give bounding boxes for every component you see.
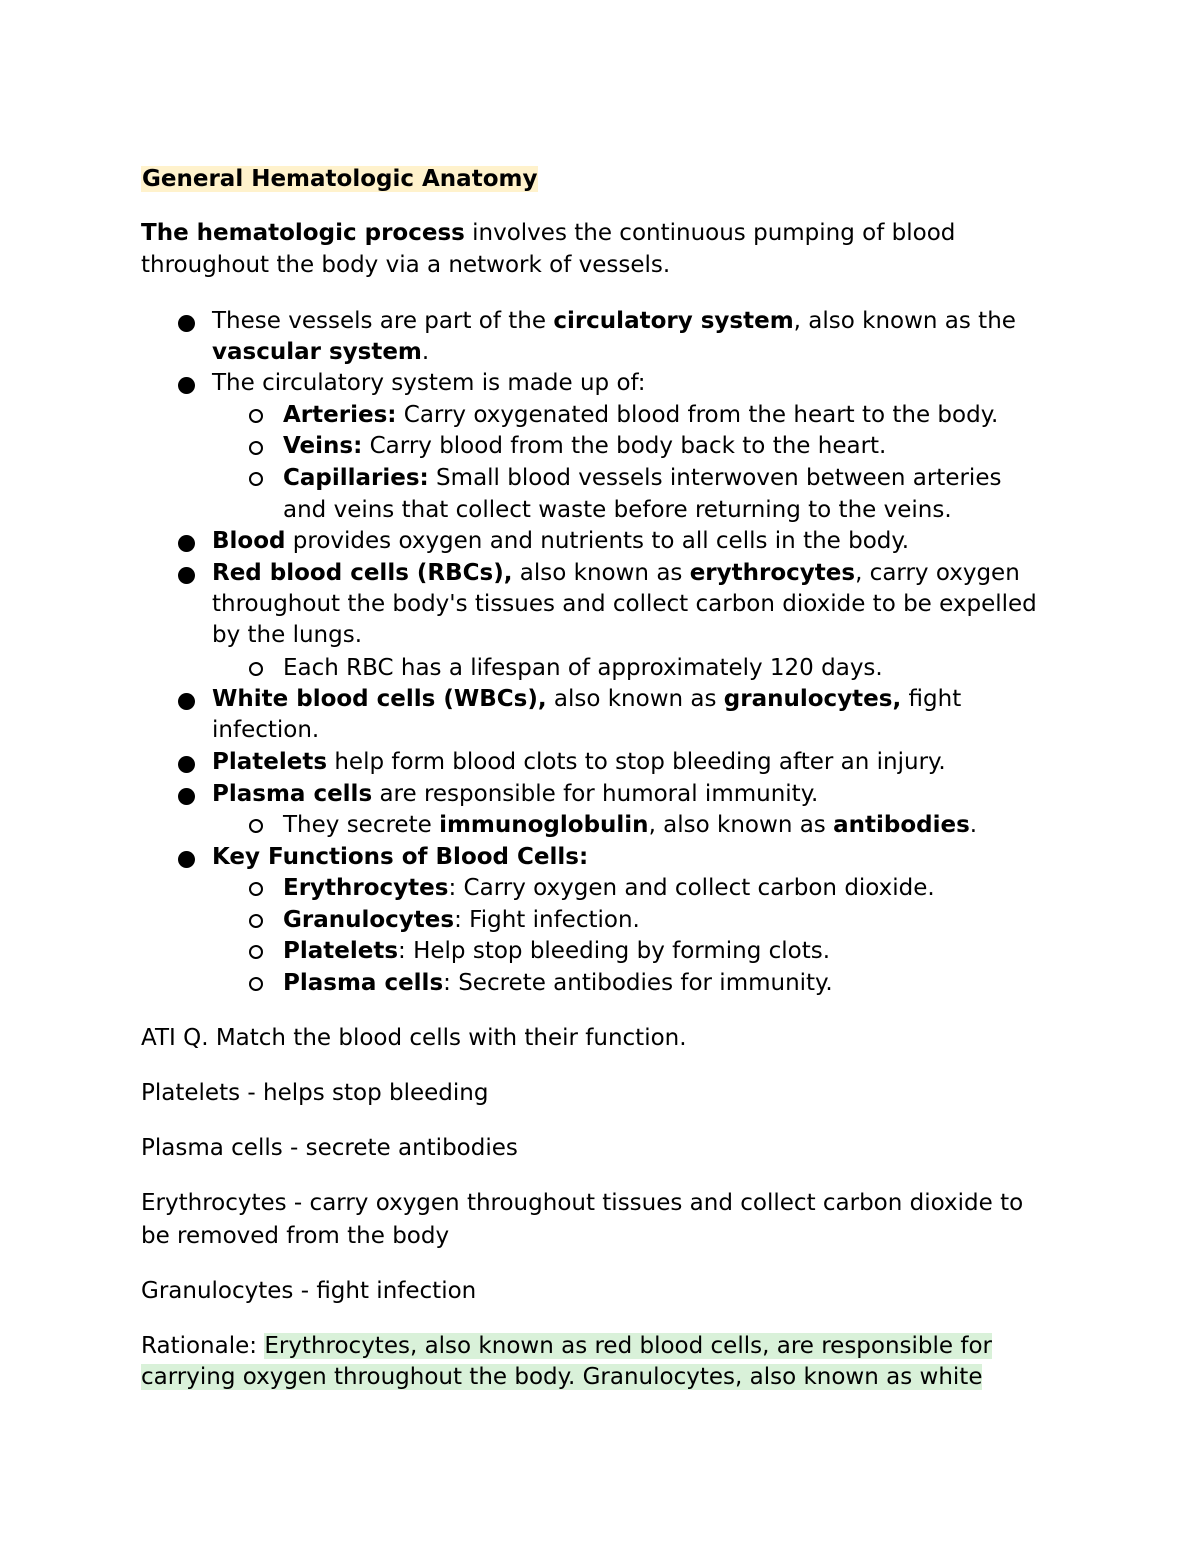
bullet-key-functions: Key Functions of Blood Cells: [212, 844, 589, 870]
sub-bullet-circle [249, 409, 263, 423]
bullet-plasma-cells: Plasma cells are responsible for humoral immunity. [212, 781, 819, 807]
bullet-rbc-line-2: throughout the body's tissues and collect carbon dioxide to be expelled [212, 591, 1037, 617]
sub-bullet-plasma-cells: Plasma cells: Secrete antibodies for immunity. [283, 970, 833, 996]
bullet-wbc-line-2: infection. [212, 717, 320, 743]
bullet-vessels-line-1: These vessels are part of the circulatory system, also known as the [212, 308, 1016, 334]
bullet-dot [178, 567, 195, 584]
bullet-dot [178, 315, 195, 332]
sub-bullet-circle [249, 977, 263, 991]
bullet-circulatory-made-of: The circulatory system is made up of: [212, 370, 646, 396]
bullet-rbc-line-3: by the lungs. [212, 622, 363, 648]
bullet-dot [178, 851, 195, 868]
rationale-highlight: carrying oxygen throughout the body. Granulocytes, also known as white [141, 1364, 983, 1390]
sub-bullet-arteries: Arteries: Carry oxygenated blood from the heart to the body. [283, 402, 999, 428]
intro-line-1: The hematologic process involves the continuous pumping of blood [141, 220, 956, 246]
sub-bullet-rbc-lifespan: Each RBC has a lifespan of approximately 120 days. [283, 655, 883, 681]
rationale-highlight: Erythrocytes, also known as red blood cells, are responsible for [264, 1333, 993, 1359]
answer-erythrocytes-line-1: Erythrocytes - carry oxygen throughout tissues and collect carbon dioxide to [141, 1190, 1024, 1216]
sub-bullet-granulocytes: Granulocytes: Fight infection. [283, 907, 640, 933]
sub-bullet-capillaries-line-1: Capillaries: Small blood vessels interwoven between arteries [283, 465, 1002, 491]
sub-bullet-circle [249, 441, 263, 455]
answer-plasma-cells: Plasma cells - secrete antibodies [141, 1135, 518, 1161]
answer-granulocytes: Granulocytes - fight infection [141, 1278, 477, 1304]
sub-bullet-circle [249, 819, 263, 833]
rationale-line-1: Rationale: Erythrocytes, also known as red blood cells, are responsible for [141, 1333, 993, 1359]
answer-platelets: Platelets - helps stop bleeding [141, 1080, 489, 1106]
section-title [141, 164, 538, 194]
sub-bullet-veins: Veins: Carry blood from the body back to the heart. [283, 433, 887, 459]
sub-bullet-circle [249, 472, 263, 486]
sub-bullet-capillaries-line-2: and veins that collect waste before returning to the veins. [283, 497, 952, 523]
sub-bullet-circle [249, 882, 263, 896]
bullet-dot [178, 693, 195, 710]
bullet-dot [178, 756, 195, 773]
sub-bullet-circle [249, 662, 263, 676]
bullet-rbc-line-1: Red blood cells (RBCs), also known as erythrocytes, carry oxygen [212, 560, 1020, 586]
bullet-blood: Blood provides oxygen and nutrients to all cells in the body. [212, 528, 910, 554]
sub-bullet-circle [249, 945, 263, 959]
bullet-dot [178, 377, 195, 394]
bullet-dot [178, 535, 195, 552]
sub-bullet-platelets: Platelets: Help stop bleeding by forming clots. [283, 938, 831, 964]
rationale-line-2 [141, 1362, 982, 1392]
answer-erythrocytes-line-2: be removed from the body [141, 1223, 450, 1249]
bullet-wbc-line-1: White blood cells (WBCs), also known as granulocytes, fight [212, 686, 962, 712]
sub-bullet-immunoglobulin: They secrete immunoglobulin, also known as antibodies. [283, 812, 978, 838]
ati-question: ATI Q. Match the blood cells with their function. [141, 1025, 687, 1051]
bullet-dot [178, 788, 195, 805]
sub-bullet-erythrocytes: Erythrocytes: Carry oxygen and collect carbon dioxide. [283, 875, 935, 901]
bullet-platelets: Platelets help form blood clots to stop bleeding after an injury. [212, 749, 946, 775]
sub-bullet-circle [249, 914, 263, 928]
bullet-vessels-line-2: vascular system. [212, 339, 430, 365]
intro-line-2: throughout the body via a network of vessels. [141, 252, 671, 278]
title-highlight: General Hematologic Anatomy [142, 166, 538, 192]
